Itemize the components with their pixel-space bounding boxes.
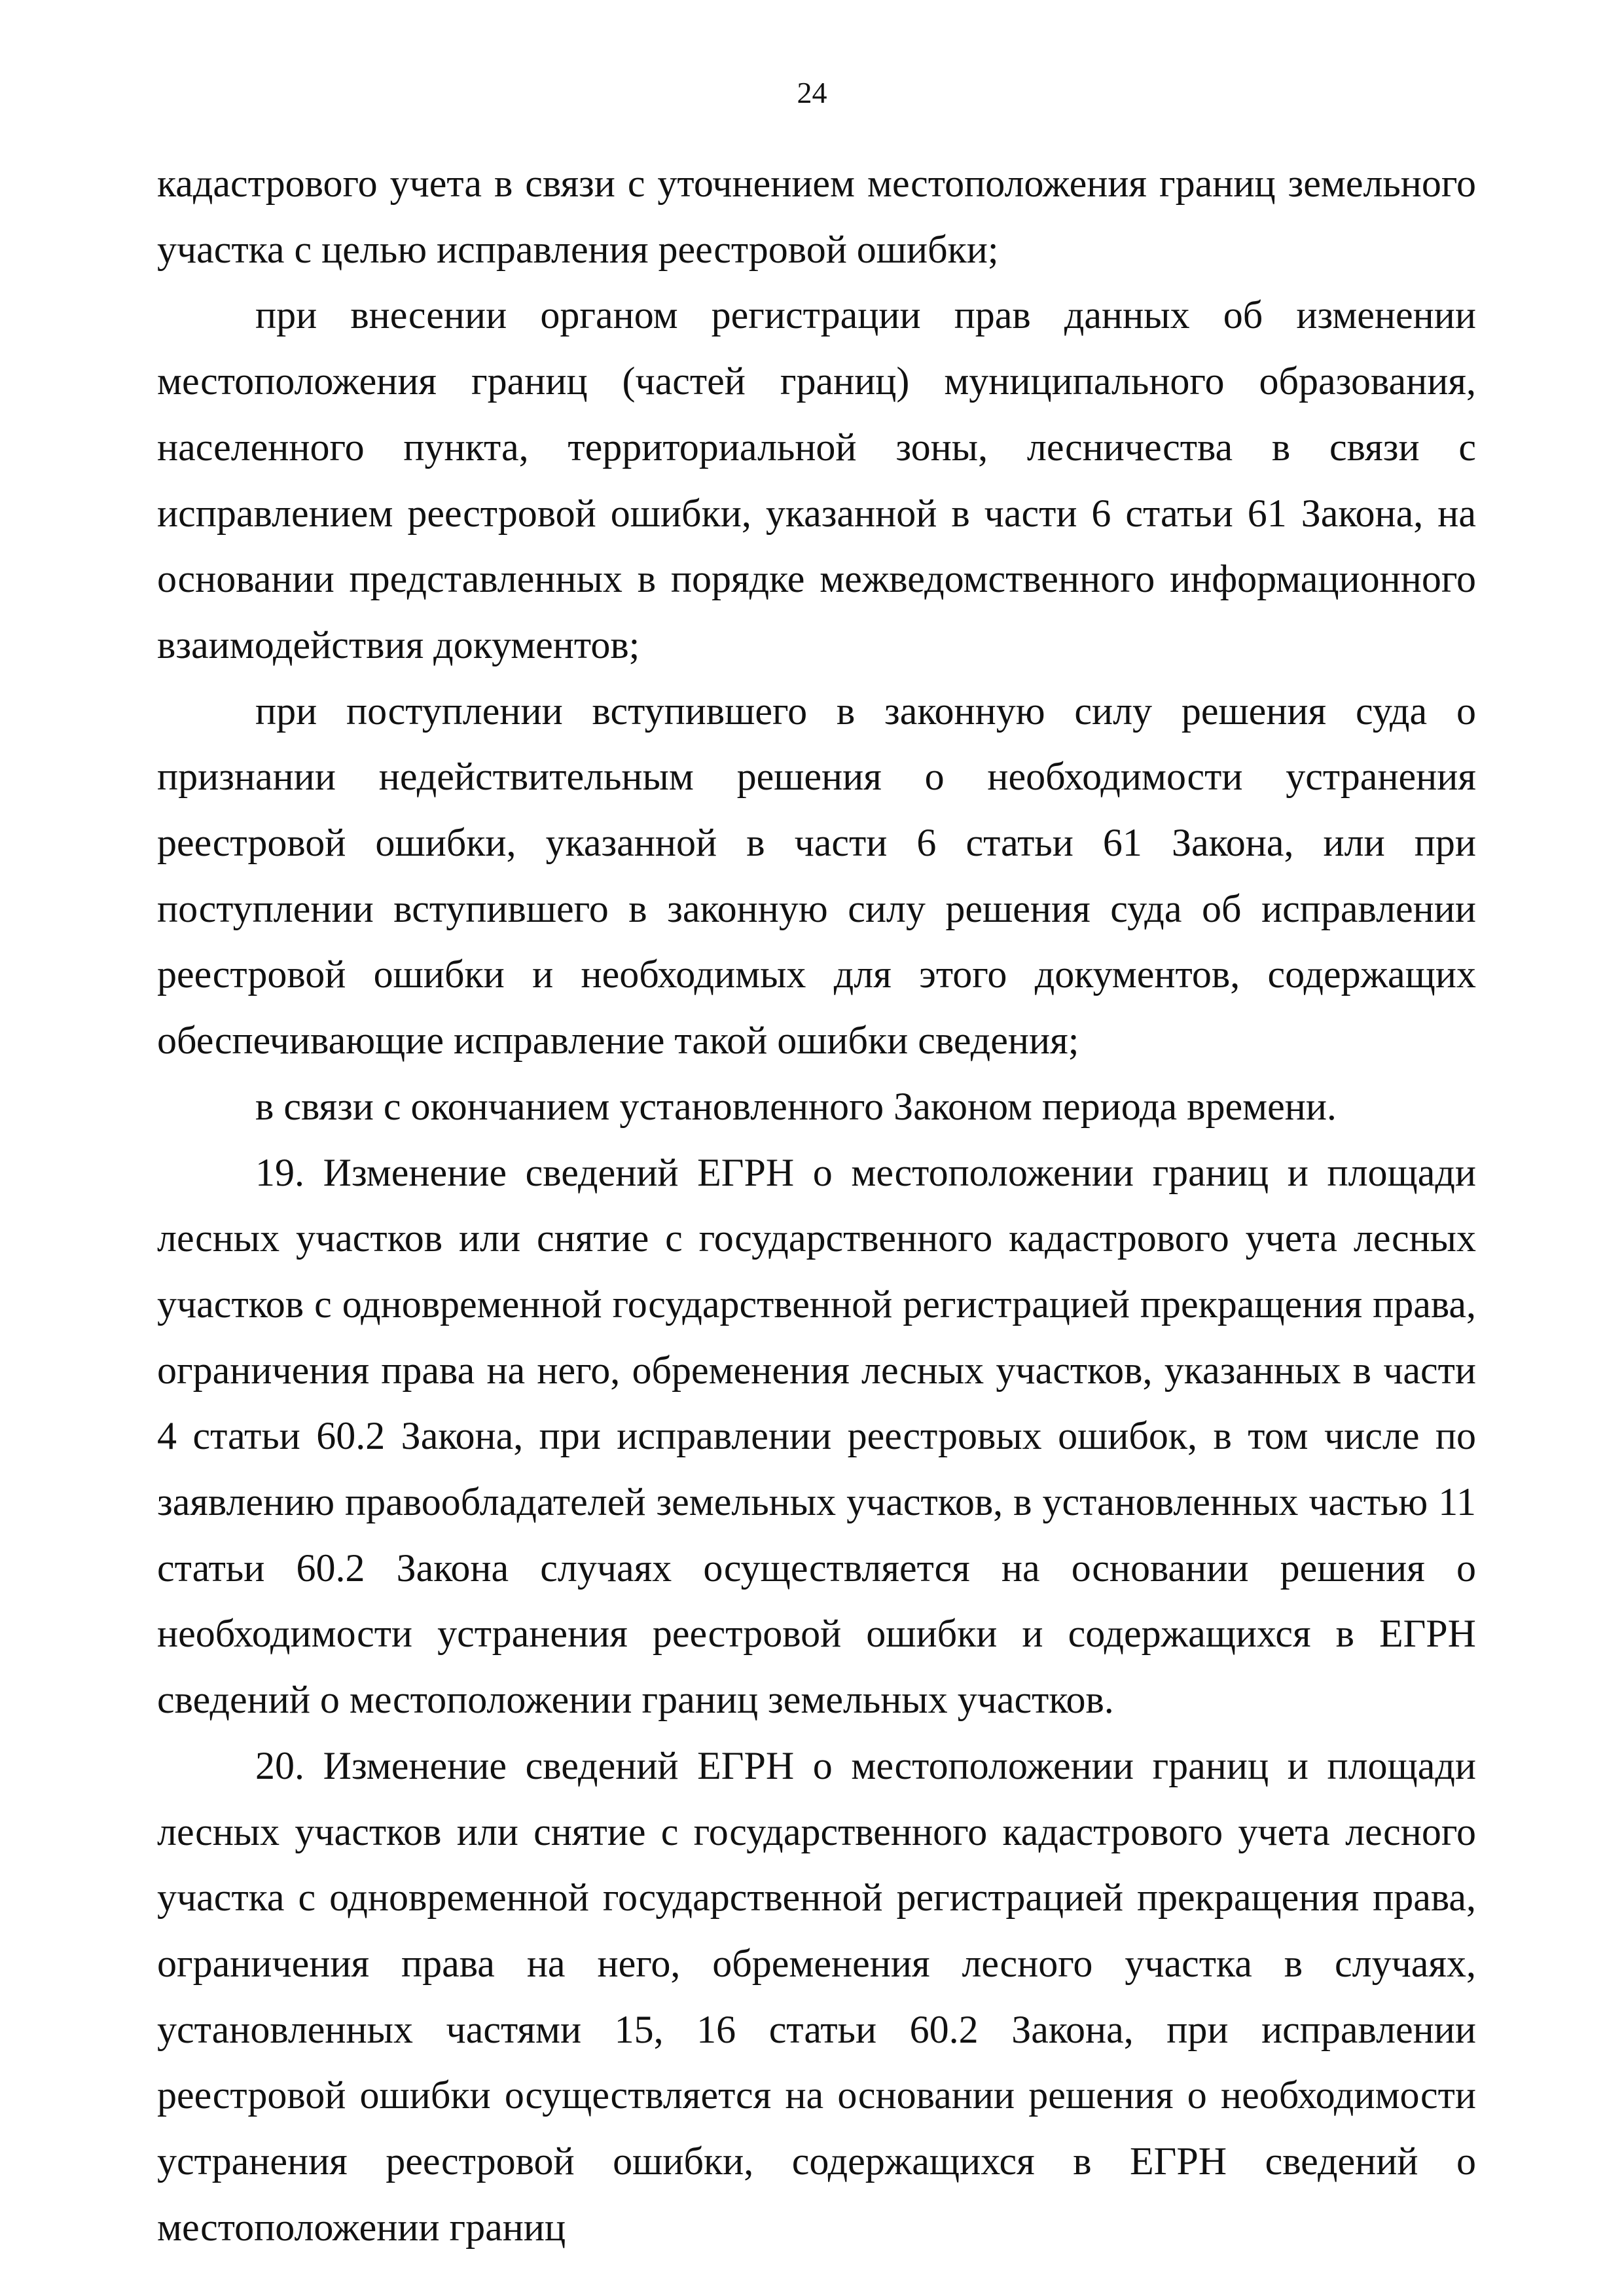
- page-number: 24: [797, 76, 827, 109]
- document-body: [157, 151, 1476, 2261]
- paragraph-court-decision: при поступлении вступившего в законную силу решения суда о признании недействительным решения о необходимости устранения реестровой ошибки, указанной в части 6 статьи 61 Закона, или при поступлении вступившего в законную силу решения суда об исправлении реестровой ошибки и необходимых для этого документов, содержащих обеспечивающие исправление такой ошибки сведения;: [157, 689, 1476, 1063]
- paragraph-clause-19: 19. Изменение сведений ЕГРН о местоположении границ и площади лесных участков или снятие с государственного кадастрового учета лесных участков с одновременной государственной регистрацией прекращения права, ограничения права на него, обременения лесных участков, указанных в части 4 статьи 60.2 Закона, при исправлении реестровых ошибок, в том числе по заявлению правообладателей земельных участков, в установленных частью 11 статьи 60.2 Закона случаях осуществляется на основании решения о необходимости устранения реестровой ошибки и содержащихся в ЕГРН сведений о местоположении границ земельных участков.: [157, 1150, 1476, 1722]
- paragraph-continuation: кадастрового учета в связи с уточнением местоположения границ земельного участка с целью исправления реестровой ошибки;: [157, 162, 1476, 271]
- paragraph-clause-20: 20. Изменение сведений ЕГРН о местоположении границ и площади лесных участков или снятие с государственного кадастрового учета лесного участка с одновременной государственной регистрацией прекращения права, ограничения права на него, обременения лесного участка в случаях, установленных частями 15, 16 статьи 60.2 Закона, при исправлении реестровой ошибки осуществляется на основании решения о необходимости устранения реестровой ошибки, содержащихся в ЕГРН сведений о местоположении границ: [157, 1743, 1476, 2249]
- paragraph-registration-body-changes: при внесении органом регистрации прав данных об изменении местоположения границ (частей границ) муниципального образования, населенного пункта, территориальной зоны, лесничества в связи с исправлением реестровой ошибки, указанной в части 6 статьи 61 Закона, на основании представленных в порядке межведомственного информационного взаимодействия документов;: [157, 293, 1476, 666]
- paragraph-period-expiry: в связи с окончанием установленного Законом периода времени.: [255, 1084, 1337, 1128]
